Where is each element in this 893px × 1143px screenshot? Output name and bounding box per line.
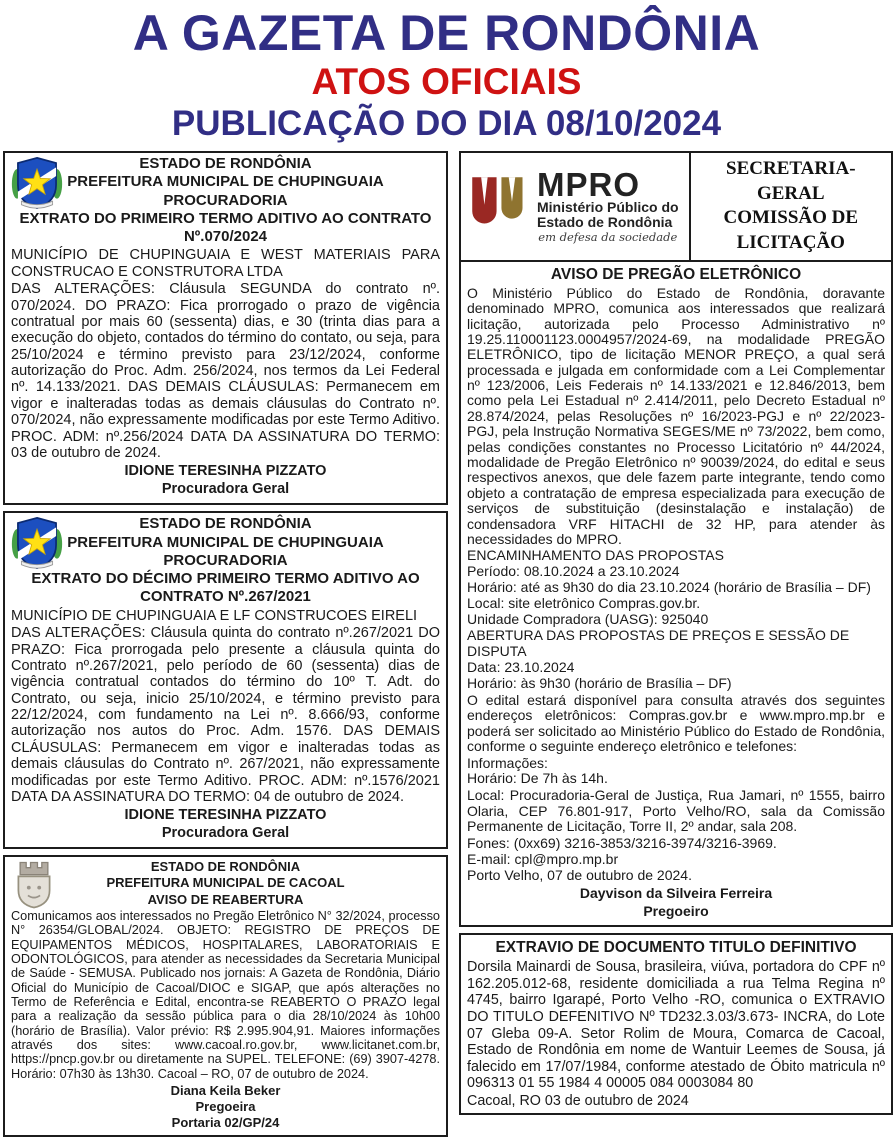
contact-lines [467, 836, 885, 884]
notice-intro: O Ministério Público do Estado de Rondônia, doravante denominado MPRO, comunica aos interessados que realizará licitação, autorizada pelo Processo Administrativo nº 19.25.110001123.0004957/2024-69, na modalidade PREGÃO ELETRÔNICO, tipo de licitação MENOR PREÇO, a qual será processada e julgada em conformidade com a Lei Complementar nº 123/2006, Leis Federais nº 14.133/2021 e 12.846/2013, bem como pela Lei Estadual nº 2.414/2011, pelo Decreto Estadual nº 28.874/2024, pelas Resoluções nº 16/2023-PGJ e nº 22/2023-PGJ, pela Instrução Normativa SEGES/ME nº 73/2022, bem como, pelas condições constantes no Processo Licitatório nº 44/2024, modalidade de Pregão Eletrônico nº 90039/2024, do edital e seus respectivos anexos, que dele fazem parte integrante, tendo como objeto a contratação de empresa especializada para execução de serviços de substituição (desinstalação e instalação) de condensadora VRF HITACHI de 32 HP, para atender às necessidades do MPRO. [467, 284, 885, 547]
text-line: PROCURADORIA [163, 191, 288, 209]
notice-extravio-titulo [459, 933, 893, 1115]
mpro-logo-icon [469, 173, 529, 240]
notice-signature [11, 1083, 440, 1131]
chupinguaia-crest-icon [11, 155, 63, 216]
text-line: ESTADO DE RONDÔNIA [139, 155, 312, 172]
text-line: Procuradora Geral [161, 481, 290, 498]
proposal-schedule [467, 548, 885, 692]
text-line: Horário: De 7h às 14h. [467, 770, 608, 787]
text-line: Porto Velho, 07 de outubro de 2024. [467, 866, 692, 883]
text-line: PROCURADORIA [163, 551, 288, 569]
text-line: Data: 23.10.2024 [467, 659, 575, 676]
notice-parties: MUNICÍPIO DE CHUPINGUAIA E LF CONSTRUCOES EIRELI [11, 607, 418, 624]
text-line: PREFEITURA MUNICIPAL DE CHUPINGUAIA [67, 173, 384, 191]
text-line: Fones: (0xx69) 3216-3853/3216-3974/3216-3969. [467, 834, 777, 851]
text-line: ESTADO DE RONDÔNIA [139, 515, 312, 533]
text-line: Período: 08.10.2024 a 23.10.2024 [467, 563, 680, 580]
text-line: Local: site eletrônico Compras.gov.br. [467, 595, 701, 612]
notice-header-lines [11, 155, 440, 246]
text-line: Horário: até as 9h30 do dia 23.10.2024 (horário de Brasília – DF) [467, 579, 871, 596]
notice-title: AVISO DE PREGÃO ELETRÔNICO [550, 265, 802, 283]
notice-header-lines [11, 859, 440, 908]
notice-cacoal-reabertura [3, 855, 448, 1137]
mpro-motto: em defesa da sociedade [538, 230, 678, 245]
notice-body: DAS ALTERAÇÕES: Cláusula SEGUNDA do contrato nº. 070/2024. DO PRAZO: Fica prorrogado o prazo de vigência contratual por mais 60 (sessenta) dias, e 30 (trinta dias para a execução do objeto, contados do término do contato, ou seja, para 25/10/2024 e término previsto para 23/12/2024, conforme autorização do Proc. Adm. 256/2024, nos termos da Lei Federal nº. 14.133/2021. DAS DEMAIS CLÁUSULAS: Permanecem em vigor e inalteradas todas as demais cláusulas do Contrato nº. 070/2024, não expressamente modificadas por este Termo Aditivo. PROC. ADM: nº.256/2024 DATA DA ASSINATURA DO TERMO: 03 de outubro de 2024. [11, 281, 440, 461]
text-line: Horário: às 9h30 (horário de Brasília – DF) [467, 675, 732, 692]
notice-signature [467, 885, 885, 920]
text-line: Diana Keila Beker [170, 1083, 281, 1099]
edital-availability: O edital estará disponível para consulta através dos seguintes endereços eletrônicos: Compras.gov.br e www.mpro.mp.br e poderá ser solicitado ao Ministério Público do Estado de Rondônia, conforme o seguinte endereço eletrônico e telefones: [467, 691, 885, 755]
info-lines [467, 756, 885, 788]
text-line: Portaria 02/GP/24 [171, 1115, 280, 1131]
text-line: Unidade Compradora (UASG): 925040 [467, 611, 709, 628]
text-line: IDIONE TERESINHA PIZZATO [124, 463, 327, 480]
mpro-logo-text [537, 165, 679, 245]
text-line: IDIONE TERESINHA PIZZATO [124, 807, 327, 824]
text-line: COMISSÃO DE LICITAÇÃO [723, 207, 859, 254]
notice-body: Comunicamos aos interessados no Pregão Eletrônico N° 32/2024, processo N° 26354/GLOBAL/2024. OBJETO: REGISTRO DE PREÇOS DE EQUIPAMENTOS MÉDICOS, HOSPITALARES, LABORATORIAIS E ODONTOLÓGICOS, para atender as necessidades da Secretaria Municipal de Saúde - SEMUSA. Publicado nos jornais: A Gazeta de Rondônia, Diário Oficial do Município de Cacoal/DIOC e SIGAP, que após alterações no Termo de Referência e Edital, encontra-se REABERTO O PRAZO legal para a realização da sessão pública para o dia 28/10/2024 às 10h00 (horário de Brasília). Valor prévio: R$ 2.995.904,91. Maiores informações através dos sites: www.cacoal.ro.gov.br, www.licitanet.com.br, https://pncp.gov.br ou diretamente na SUPEL. TELEFONE: (69) 3907-4278. Horário: 07h30 às 13h30. Cacoal – RO, 07 de outubro de 2024. [11, 908, 440, 1081]
text-line: ABERTURA DAS PROPOSTAS DE PREÇOS E SESSÃO DE DISPUTA [467, 627, 850, 660]
right-column [459, 151, 893, 1121]
text-line: PREFEITURA MUNICIPAL DE CACOAL [106, 875, 345, 891]
mpro-acronym: MPRO [537, 165, 640, 203]
text-line: Procuradora Geral [161, 825, 290, 842]
notice-title: EXTRAVIO DE DOCUMENTO TITULO DEFINITIVO [495, 939, 857, 957]
text-line: Pregoeira [195, 1099, 256, 1115]
text-line: Nº.070/2024 [183, 228, 268, 246]
text-line: EXTRATO DO PRIMEIRO TERMO ADITIVO AO CONTRATO [19, 209, 432, 227]
text-line: ESTADO DE RONDÔNIA [150, 859, 301, 875]
notice-signature [11, 463, 440, 499]
notice-header [11, 859, 440, 908]
chupinguaia-crest-icon [11, 515, 63, 576]
gazette-title: A GAZETA DE RONDÔNIA [132, 5, 761, 61]
text-line: ENCAMINHAMENTO DAS PROPOSTAS [467, 547, 724, 564]
cacoal-crest-icon [11, 859, 57, 916]
text-line: Pregoeiro [643, 902, 709, 919]
mpro-org-line: Estado de Rondônia [537, 214, 673, 231]
notice-chupinguaia-070-2024 [3, 151, 448, 505]
notice-header-lines [11, 515, 440, 606]
mpro-logo [461, 153, 691, 260]
text-line: Dayvison da Silveira Ferreira [579, 885, 773, 902]
notice-body: DAS ALTERAÇÕES: Cláusula quinta do contrato nº.267/2021 DO PRAZO: Fica prorrogada pelo presente a cláusula quinta do Contrato nº.267/2021, pelo período de 60 (sessenta) dias de vigência contratual contados do término do 10º T. Adt. do Contrato, ou seja, inicio 25/10/2024, e término previsto para 22/12/2024, com fundamento na Lei nº. 8.666/93, conforme autorização nos autos do Proc. Adm. 1576. DAS DEMAIS CLÁUSULAS: Permanecem em vigor e inalteradas todas as demais cláusulas do Contrato nº. 267/2021, não expressamente modificadas por este Termo Aditivo. PROC. ADM: nº.1576/2021 DATA DA ASSINATURA DO TERMO: 04 de outubro de 2024. [11, 625, 440, 805]
text-line: E-mail: cpl@mpro.mp.br [467, 850, 619, 867]
publication-date: PUBLICAÇÃO DO DIA 08/10/2024 [171, 104, 722, 143]
notice-signature [11, 807, 440, 843]
notice-header [11, 155, 440, 246]
text-line: Informações: [467, 754, 548, 771]
mpro-org-line: Ministério Público do [537, 198, 679, 215]
left-column [3, 151, 448, 1143]
section-title: ATOS OFICIAIS [311, 61, 582, 102]
text-line: SECRETARIA-GERAL [726, 158, 856, 204]
text-line: CONTRATO Nº.267/2021 [140, 588, 311, 606]
notice-chupinguaia-267-2021 [3, 511, 448, 849]
mpro-notice-body [461, 262, 891, 925]
notice-body: Dorsila Mainardi de Sousa, brasileira, viúva, portadora do CPF nº 162.205.012-68, residente domiciliada a rua Telma Regina nº 4745, bairro Igarapé, Porto Velho -RO, comunica o EXTRAVIO DO TITULO DEFENITIVO Nº TD232.3.03/3.673- INCRA, do Lote 07 Gleba 09-A. Setor Rolim de Moura, Comarca de Cacoal, Estado de Rondônia em nome de Wantuir Leemes de Sousa, já falecido em 17/07/1984, conforme atestado de Óbito matricula nº 096313 01 55 1984 4 00005 084 0003084 80 [467, 959, 885, 1092]
masthead [0, 0, 893, 141]
notice-parties: MUNICÍPIO DE CHUPINGUAIA E WEST MATERIAIS PARA CONSTRUCAO E CONSTRUTORA LTDA [11, 247, 440, 280]
notices-area [0, 151, 893, 1143]
text-line: EXTRATO DO DÉCIMO PRIMEIRO TERMO ADITIVO AO [31, 570, 420, 588]
mpro-department [691, 153, 891, 260]
notice-date-line: Cacoal, RO 03 de outubro de 2024 [467, 1092, 689, 1109]
text-line: PREFEITURA MUNICIPAL DE CHUPINGUAIA [67, 533, 384, 551]
mpro-letterhead [461, 153, 891, 262]
notice-mpro-pregao [459, 151, 893, 927]
text-line: AVISO DE REABERTURA [147, 891, 304, 907]
location-paragraph: Local: Procuradoria-Geral de Justiça, Rua Jamari, nº 1555, bairro Olaria, CEP 76.801-917, Porto Velho/RO, sala da Comissão Permanente de Licitação, Torre II, 2º andar, sala 208. [467, 787, 885, 835]
notice-header [11, 515, 440, 606]
